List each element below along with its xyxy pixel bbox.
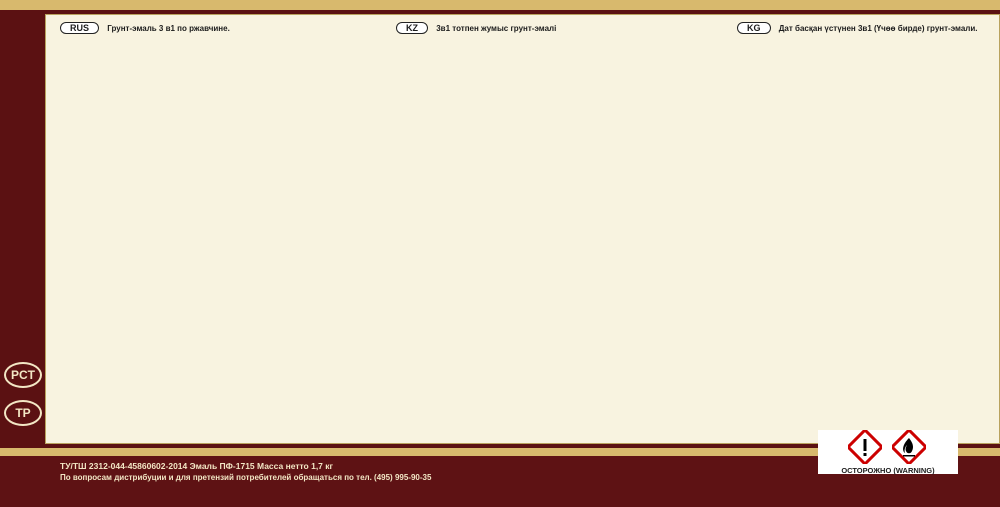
column-title: 3в1 тотпен жумыс грунт-эмалі — [436, 24, 557, 33]
lang-tag: KG — [737, 22, 771, 34]
cert-mark-tr: ТР — [4, 400, 42, 426]
top-stripe — [0, 0, 1000, 10]
exclamation-icon — [848, 430, 882, 464]
tu-line: ТУ/ТШ 2312-044-45860602-2014 Эмаль ПФ-1715 Масса нетто 1,7 кг — [60, 461, 334, 471]
cert-mark-pct: PCT — [4, 362, 42, 388]
label-panel — [45, 14, 1000, 444]
flame-icon — [892, 430, 926, 464]
column-header-rus — [60, 22, 230, 34]
column-header-kg — [737, 22, 978, 34]
column-header-kz — [396, 22, 556, 34]
lang-tag: RUS — [60, 22, 99, 34]
side-text — [14, 18, 42, 318]
distribution-line: По вопросам дистрибуции и для претензий потребителей обращаться по тел. (495) 995-90-35 — [60, 473, 432, 482]
lang-tag: KZ — [396, 22, 428, 34]
column-title: Грунт-эмаль 3 в1 по ржавчине. — [107, 24, 230, 33]
warning-label: ОСТОРОЖНО (WARNING) — [841, 466, 935, 475]
warning-box — [818, 430, 958, 474]
column-title: Дат басқан үстүнен 3в1 (Үчөө бирде) грунт-эмали. — [778, 24, 978, 33]
